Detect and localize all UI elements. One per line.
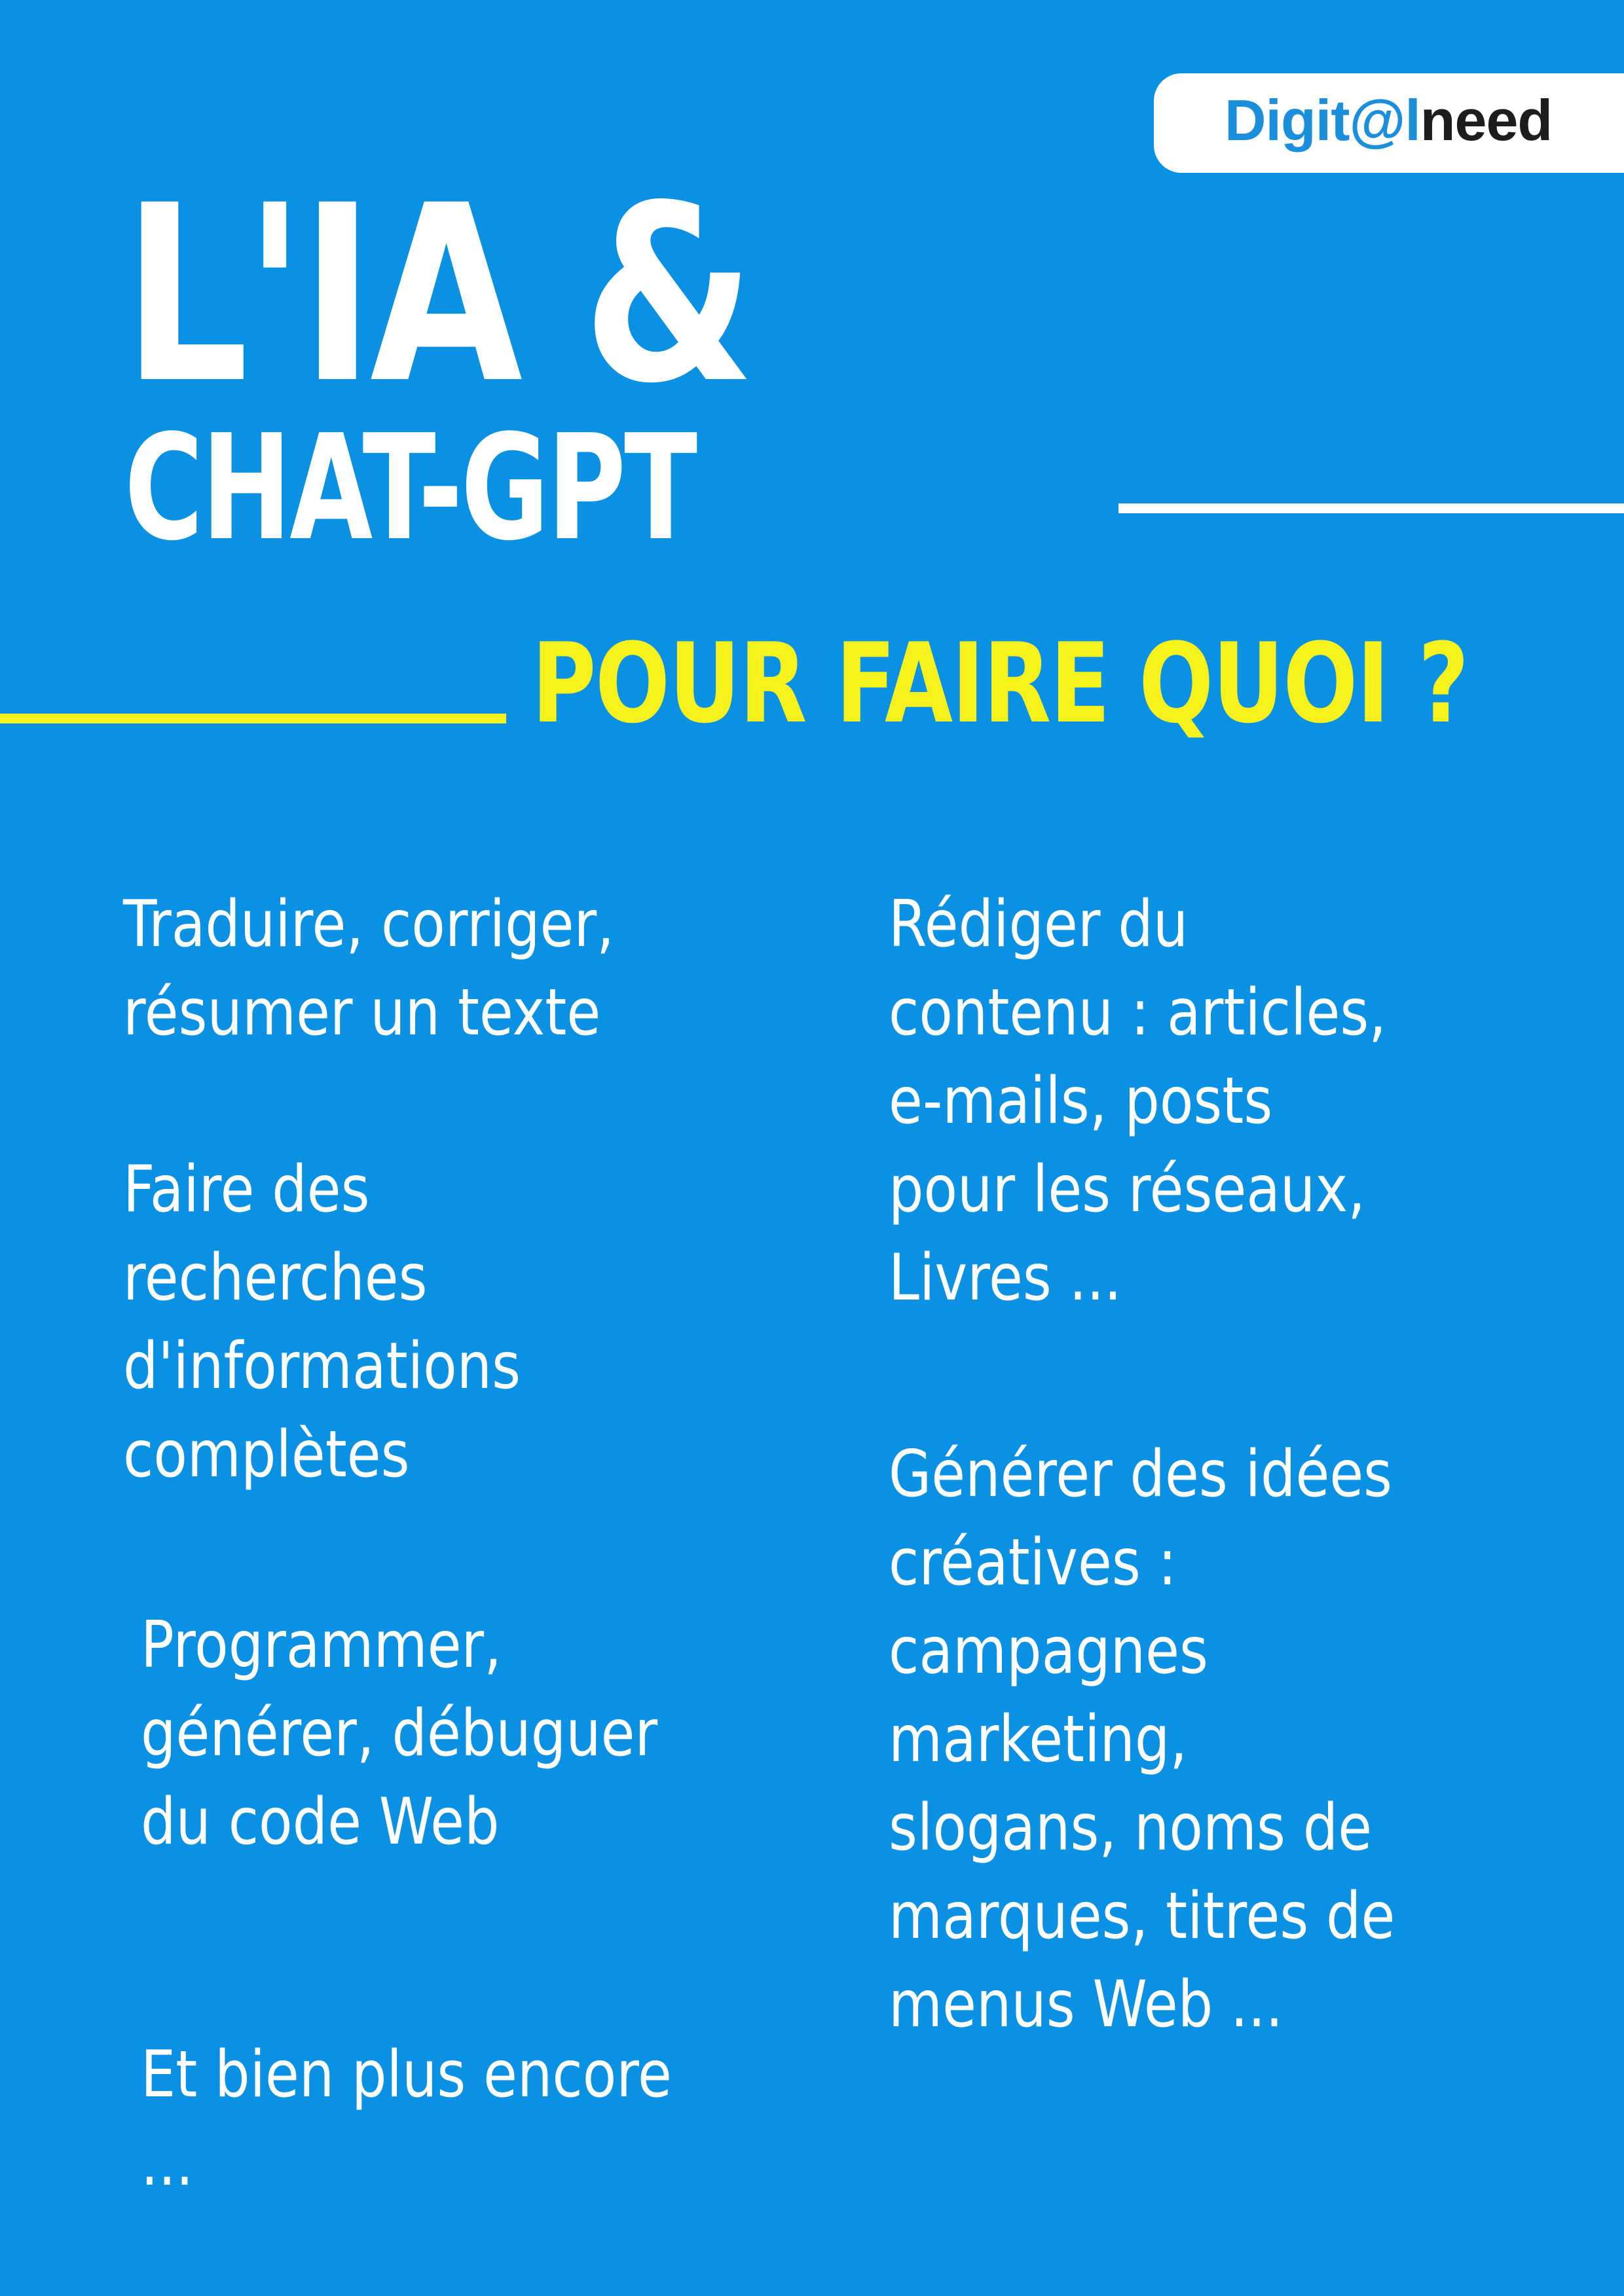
item-write: Rédiger du contenu : articles, e-mails, posts pour les réseaux, Livres ... bbox=[889, 887, 1387, 1315]
logo-part-need: need bbox=[1420, 88, 1553, 153]
yellow-divider bbox=[0, 714, 506, 723]
item-program: Programmer, générer, débuguer du code Web bbox=[141, 1608, 658, 1859]
item-more: Et bien plus encore ... bbox=[141, 2037, 672, 2200]
title-line-ia: L'IA & bbox=[123, 153, 751, 437]
logo-part-digital: Digit@l bbox=[1225, 88, 1420, 153]
item-research: Faire des recherches d'informations complètes bbox=[123, 1152, 521, 1492]
title-line-chatgpt: CHAT-GPT bbox=[124, 404, 696, 573]
white-divider bbox=[1118, 503, 1624, 513]
brand-logo bbox=[1225, 81, 1552, 160]
item-ideas: Générer des idées créatives : campagnes marketing, slogans, noms de marques, titres de menus Web ... bbox=[889, 1437, 1395, 2042]
subtitle-question: POUR FAIRE QUOI ? bbox=[532, 619, 1468, 748]
item-translate: Traduire, corriger, résumer un texte bbox=[123, 887, 614, 1050]
